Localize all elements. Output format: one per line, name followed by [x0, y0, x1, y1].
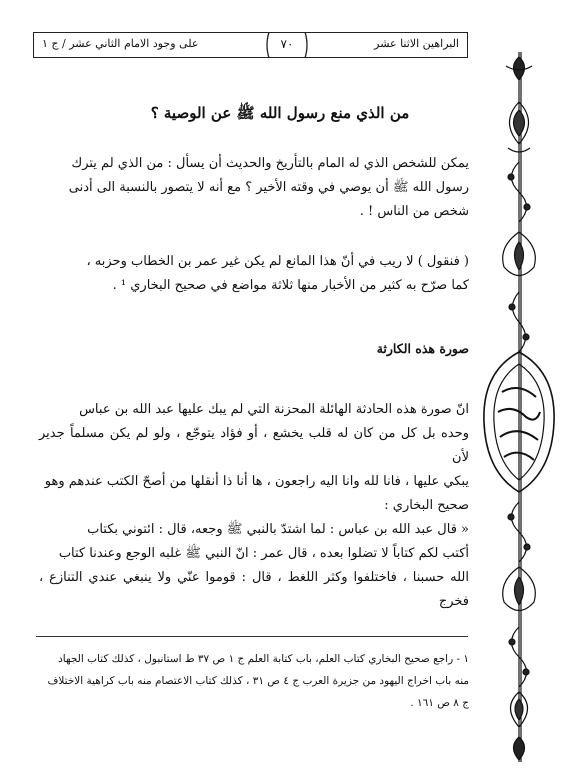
paragraph-intro — [39, 152, 469, 224]
text-line: وحده بل كل من كان له قلب يخشع ، أو فؤاد يتوجّع ، ولو لم يكن مسلماً جدير لأن — [39, 426, 469, 465]
footnote-line: منه باب اخراج اليهود من جزيرة العرب ج ٤ ص ٣١ ، كذلك كتاب الاعتصام منه باب كراهية الاختلاف — [47, 675, 469, 687]
section-title: من الذي منع رسول الله ﷺ عن الوصية ؟ — [150, 104, 410, 122]
ornamental-border — [478, 52, 560, 762]
text-line: « قال عبد الله بن عباس : لما اشتدّ بالنبي ﷺ وجعه، قال : ائتوني بكتاب — [87, 522, 469, 537]
text-line: الله حسبنا ، فاختلفوا وكثر اللغط ، قال : قوموا عنّي ولا ينبغي عندي التنازع ، فخرج — [39, 570, 469, 609]
paragraph-event — [39, 398, 469, 518]
footnote — [39, 648, 469, 714]
footnote-line: ج ٨ ص ١٦١ . — [410, 697, 469, 709]
ornament-graphic — [478, 52, 560, 762]
header-subtitle: على وجود الامام الثاني عشر / ج ١ — [42, 37, 199, 50]
header-book-title: البراهين الاثنا عشر — [374, 37, 459, 50]
text-line: انّ صورة هذه الحادثة الهائلة المحزنة التي لم يبك عليها عبد الله بن عباس — [79, 402, 469, 417]
page-number: ٧٠ — [280, 37, 294, 51]
text-line: ( فنقول ) لا ريب في أنّ هذا المانع لم يكن غير عمر بن الخطاب وحزبه ، — [86, 254, 469, 269]
footnote-line: ١ - راجع صحيح البخاري كتاب العلم، باب كتابة العلم ج ١ ص ٣٧ ط استانبول ، كذلك كتاب الجهاد — [58, 653, 469, 665]
text-line: شخص من الناس ! . — [359, 204, 469, 219]
footnote-divider — [36, 636, 468, 637]
text-line: يمكن للشخص الذي له المام بالتأريخ والحديث أن يسأل : من الذي لم يترك — [71, 156, 469, 171]
text-line: أكتب لكم كتاباً لا تضلوا بعده ، قال عمر : انّ النبي ﷺ غلبه الوجع وعندنا كتاب — [58, 546, 469, 561]
paragraph-quotation — [39, 518, 469, 614]
text-line: يبكي عليها ، فانا لله وانا اليه راجعون ، ها أنا ذا أنقلها من أصحّ الكتب عندهم وهو — [44, 474, 469, 489]
text-line: رسول الله ﷺ أن يوصي في وقته الأخير ؟ مع أنه لا يتصور بالنسبة الى أدنى — [68, 180, 469, 195]
subheading: صورة هذه الكارثة — [376, 341, 469, 356]
text-line: كما صرّح به كثير من الأخبار منها ثلاثة مواضع في صحيح البخاري ¹ . — [112, 278, 469, 293]
text-line: صحيح البخاري : — [384, 498, 469, 513]
running-header — [33, 32, 468, 58]
paragraph-answer — [39, 250, 469, 298]
